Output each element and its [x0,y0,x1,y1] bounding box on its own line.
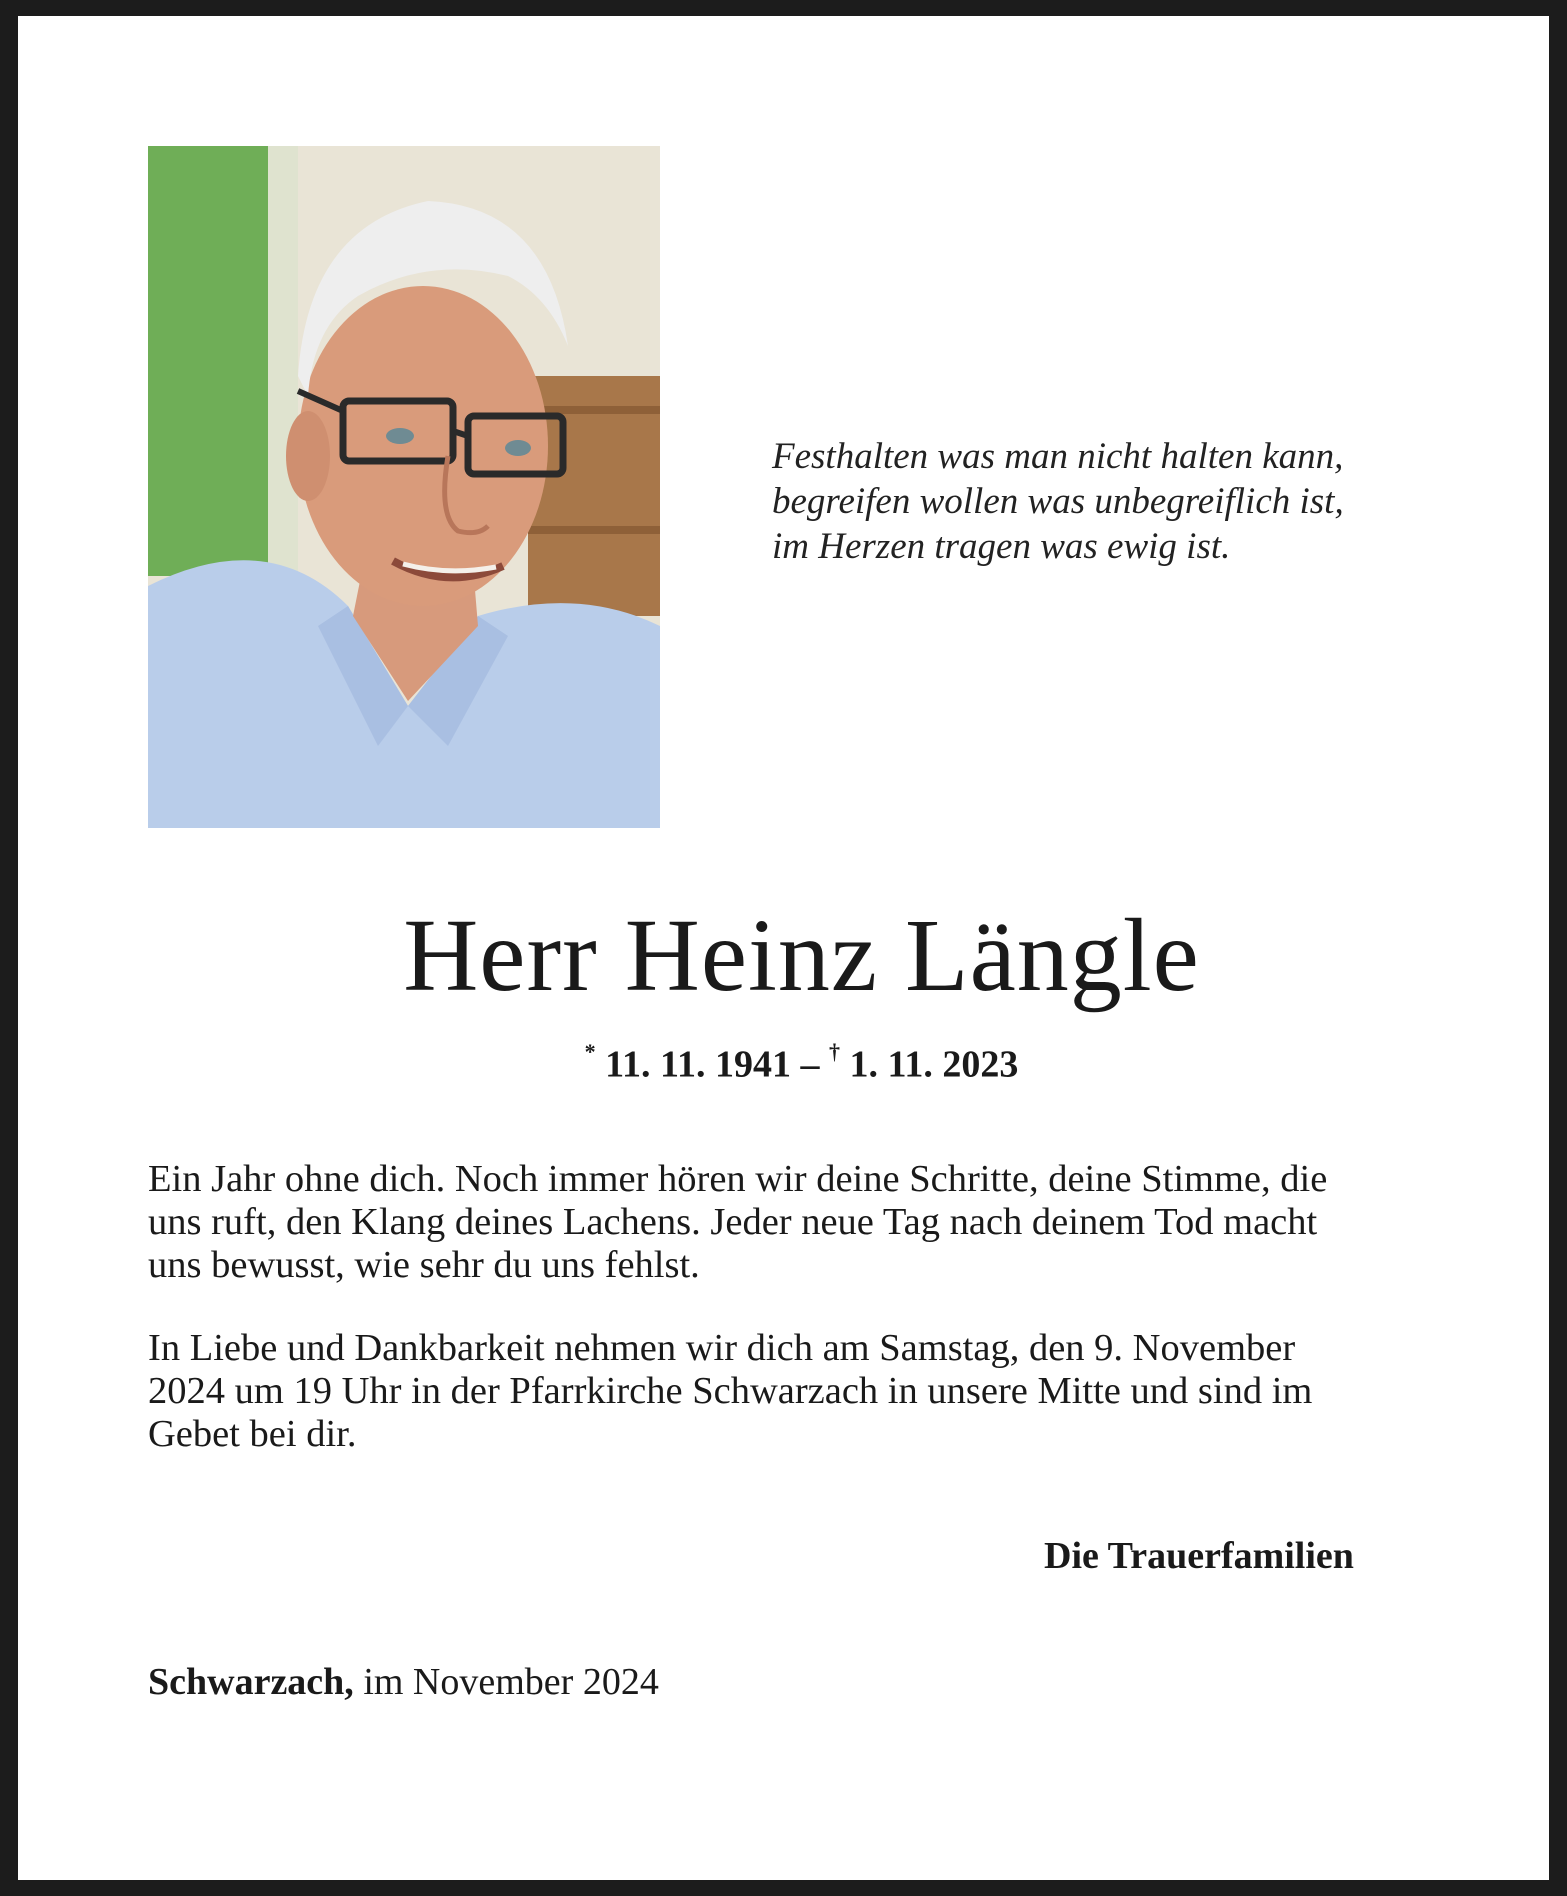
signature: Die Trauerfamilien [1044,1535,1354,1577]
death-date: 1. 11. 2023 [849,1043,1019,1086]
birth-date: 11. 11. 1941 [605,1043,791,1086]
life-dates [18,1032,1567,1089]
death-symbol: † [828,1039,840,1064]
quote-line: im Herzen tragen was ewig ist. [772,526,1231,567]
deceased-name: Herr Heinz Längle [403,898,1200,1013]
memorial-quote [772,434,1472,569]
quote-line: Festhalten was man nicht halten kann, [772,436,1344,477]
quote-line: begreifen wollen was unbegreiflich ist, [772,481,1344,522]
date-separator: – [790,1043,829,1086]
memorial-paragraph-1 [148,1158,1458,1287]
place-and-date [148,1658,659,1706]
portrait-photo [148,146,660,828]
paragraph-line: In Liebe und Dankbarkeit nehmen wir dich am Samstag, den 9. November [148,1327,1296,1369]
paragraph-line: uns ruft, den Klang deines Lachens. Jeder neue Tag nach deinem Tod macht [148,1201,1318,1243]
birth-symbol: * [584,1039,596,1064]
paragraph-line: Gebet bei dir. [148,1413,357,1455]
place-town: Schwarzach, [148,1661,354,1703]
paragraph-line: 2024 um 19 Uhr in der Pfarrkirche Schwarzach in unsere Mitte und sind im [148,1370,1313,1412]
portrait-illustration [148,146,660,828]
place-date: im November 2024 [353,1661,659,1703]
memorial-paragraph-2 [148,1327,1458,1456]
paragraph-line: Ein Jahr ohne dich. Noch immer hören wir deine Schritte, deine Stimme, die [148,1158,1328,1200]
paragraph-line: uns bewusst, wie sehr du uns fehlst. [148,1244,700,1286]
